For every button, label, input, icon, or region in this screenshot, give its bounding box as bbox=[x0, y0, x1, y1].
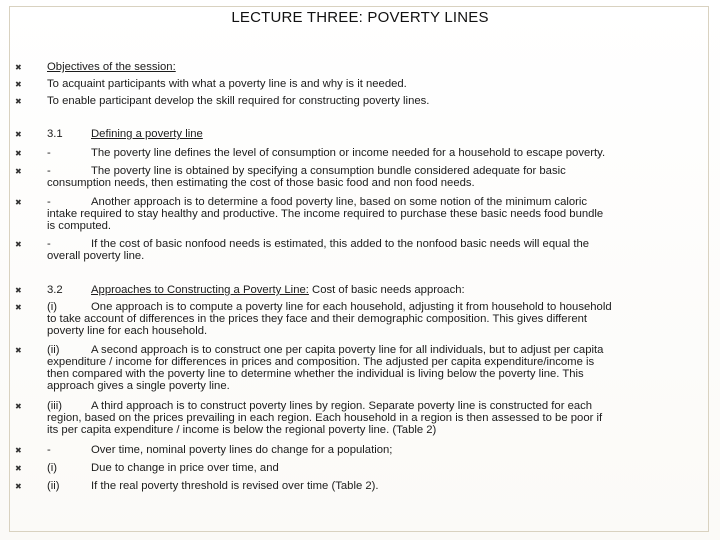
item-text: overall poverty line. bbox=[47, 250, 145, 262]
bullet-x-icon: ✖ bbox=[15, 286, 22, 295]
item-marker: (iii) bbox=[47, 400, 63, 412]
item-marker: - bbox=[47, 196, 51, 208]
item-text: region, based on the prices prevailing in each region. Each household in a region is then assessed to be poor if bbox=[47, 412, 603, 424]
item-text: is computed. bbox=[47, 220, 112, 232]
bullet-x-icon: ✖ bbox=[15, 63, 22, 72]
item-text: If the cost of basic nonfood needs is estimated, this added to the nonfood basic needs will equal the bbox=[91, 238, 590, 250]
objectives-heading: Objectives of the session: bbox=[47, 61, 176, 73]
section-subheading: Cost of basic needs approach: bbox=[308, 284, 465, 296]
item-text: The poverty line defines the level of consumption or income needed for a household to escape poverty. bbox=[91, 147, 606, 159]
section-heading: Approaches to Constructing a Poverty Line: bbox=[91, 284, 309, 296]
item-text: A second approach is to construct one per capita poverty line for all individuals, but to adjust per capita bbox=[91, 344, 604, 356]
item-marker: (ii) bbox=[47, 480, 60, 492]
bullet-x-icon: ✖ bbox=[15, 149, 22, 158]
section-number: 3.1 bbox=[47, 128, 63, 140]
bullet-x-icon: ✖ bbox=[15, 198, 22, 207]
section-heading-line bbox=[91, 284, 465, 296]
bullet-x-icon: ✖ bbox=[15, 97, 22, 106]
bullet-x-icon: ✖ bbox=[15, 167, 22, 176]
item-text: Due to change in price over time, and bbox=[91, 462, 279, 474]
item-marker: - bbox=[47, 147, 51, 159]
page-title: LECTURE THREE: POVERTY LINES bbox=[231, 9, 489, 26]
section-number: 3.2 bbox=[47, 284, 63, 296]
bullet-x-icon: ✖ bbox=[15, 464, 22, 473]
item-text: The poverty line is obtained by specifying a consumption bundle considered adequate for basic bbox=[91, 165, 566, 177]
bullet-x-icon: ✖ bbox=[15, 80, 22, 89]
item-text: One approach is to compute a poverty line for each household, adjusting it from household to household bbox=[91, 301, 612, 313]
item-text: Over time, nominal poverty lines do change for a population; bbox=[91, 444, 393, 456]
item-text: expenditure / income for differences in prices and composition. The adjusted per capita expenditure/income is bbox=[47, 356, 595, 368]
objective-text: To acquaint participants with what a poverty line is and why is it needed. bbox=[47, 78, 407, 90]
item-marker: - bbox=[47, 238, 51, 250]
item-text: consumption needs, then estimating the cost of those basic food and non food needs. bbox=[47, 177, 475, 189]
item-marker: (i) bbox=[47, 301, 58, 313]
item-text: intake required to stay healthy and productive. The income required to purchase these basic needs food bundle bbox=[47, 208, 604, 220]
item-text: then compared with the poverty line to determine whether the individual is living below the poverty line. This bbox=[47, 368, 584, 380]
item-text: If the real poverty threshold is revised over time (Table 2). bbox=[91, 480, 379, 492]
bullet-x-icon: ✖ bbox=[15, 482, 22, 491]
item-text: approach gives a single poverty line. bbox=[47, 380, 230, 392]
bullet-x-icon: ✖ bbox=[15, 402, 22, 411]
item-text: A third approach is to construct poverty lines by region. Separate poverty line is constructed for each bbox=[91, 400, 593, 412]
section-heading: Defining a poverty line bbox=[91, 128, 203, 140]
objective-text: To enable participant develop the skill required for constructing poverty lines. bbox=[47, 95, 430, 107]
item-text: Another approach is to determine a food poverty line, based on some notion of the minimum caloric bbox=[91, 196, 588, 208]
item-marker: (i) bbox=[47, 462, 58, 474]
item-marker: (ii) bbox=[47, 344, 60, 356]
bullet-x-icon: ✖ bbox=[15, 446, 22, 455]
item-text: to take account of differences in the prices they face and their demographic composition. This gives different bbox=[47, 313, 588, 325]
bullet-x-icon: ✖ bbox=[15, 303, 22, 312]
item-text: its per capita expenditure / income is below the regional poverty line. (Table 2) bbox=[47, 424, 437, 436]
bullet-x-icon: ✖ bbox=[15, 346, 22, 355]
item-marker: - bbox=[47, 444, 51, 456]
bullet-x-icon: ✖ bbox=[15, 130, 22, 139]
item-marker: - bbox=[47, 165, 51, 177]
item-text: poverty line for each household. bbox=[47, 325, 208, 337]
bullet-x-icon: ✖ bbox=[15, 240, 22, 249]
